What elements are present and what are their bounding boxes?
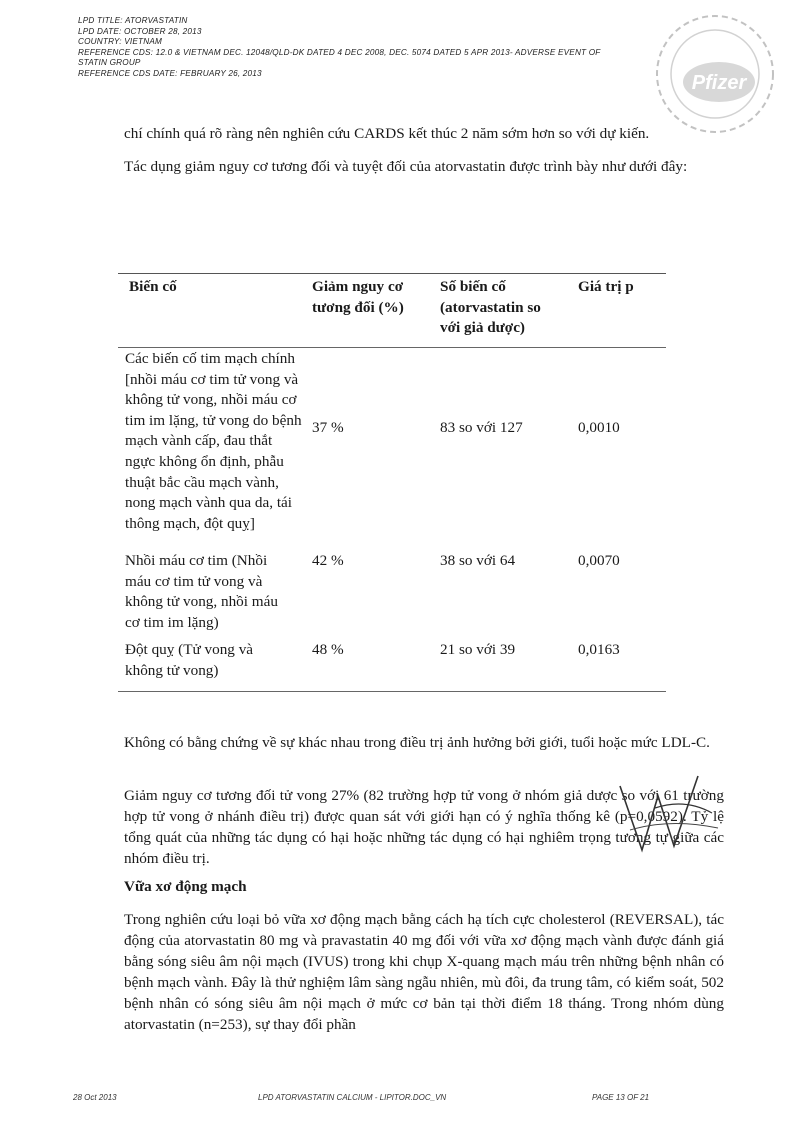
table-cell-rrr: 48 % xyxy=(312,641,344,658)
section-heading-atherosclerosis: Vữa xơ động mạch xyxy=(124,878,247,895)
table-cell-events-count: 21 so với 39 xyxy=(440,641,516,658)
table-cell-rrr: 37 % xyxy=(312,419,344,436)
table-cell-event: Nhồi máu cơ tim (Nhồi máu cơ tim tử vong và không tử vong, nhồi máu cơ tim im lặng) xyxy=(125,552,278,631)
table-header-event: Biến cố xyxy=(129,278,177,295)
paragraph-no-difference: Không có bằng chứng về sự khác nhau trong điều trị ảnh hưởng bởi giới, tuổi hoặc mức LDL-C. xyxy=(124,734,710,751)
table-bottom-rule xyxy=(118,691,666,692)
paragraph-cards-ending: chí chính quá rõ ràng nên nghiên cứu CARDS kết thúc 2 năm sớm hơn so với dự kiến. xyxy=(124,125,650,142)
header-line: LPD TITLE: ATORVASTATIN xyxy=(78,16,188,25)
paragraph-reversal: Trong nghiên cứu loại bỏ vữa xơ động mạch bằng cách hạ tích cực cholesterol (REVERSAL), tác động của atorvastatin 80 mg và pravastatin 40 mg đối với vữa xơ động mạch vành được đánh giá bằng sóng siêu âm nội mạch (IVUS) trong khi chụp X-quang mạch máu trên những bệnh nhân có bệnh mạch vành. Đây là thử nghiệm lâm sàng ngẫu nhiên, mù đôi, đa trung tâm, có kiểm soát, 502 bệnh nhân có sóng siêu âm nội mạch ở mức cơ bản tại thời điểm 18 tháng. Trong nhóm dùng atorvastatin (n=253), sự thay đổi phần xyxy=(124,911,724,1033)
handwritten-initials xyxy=(600,768,730,858)
table-cell-event: Các biến cố tim mạch chính [nhồi máu cơ tim tử vong và không tử vong, nhồi máu cơ tim im lặng, tử vong do bệnh mạch vành cấp, đau thắt ngực không ổn định, phẫu thuật bắc cầu mạch vành, nong mạch vành qua da, tái thông mạch, đột quỵ] xyxy=(125,350,302,532)
table-header-events-count: Số biến cố (atorvastatin so với giả dược) xyxy=(440,278,541,336)
footer-page-number: PAGE 13 OF 21 xyxy=(592,1093,650,1102)
table-cell-pvalue: 0,0010 xyxy=(578,419,620,436)
table-cell-rrr: 42 % xyxy=(312,552,344,569)
table-cell-events-count: 38 so với 64 xyxy=(440,552,516,569)
table-cell-events-count: 83 so với 127 xyxy=(440,419,523,436)
header-line: COUNTRY: VIETNAM xyxy=(78,37,163,47)
paragraph-mortality: Giảm nguy cơ tương đối tử vong 27% (82 trường hợp tử vong ở nhóm giả dược so với 61 trường hợp tử vong ở nhánh điều trị) được quan sát với giới hạn có ý nghĩa thống kê (p=0,0592). Tỷ lệ tổng quát của những tác dụng có hại hoặc những tác dụng có hại nghiêm trọng tương tự giữa các nhóm điều trị. xyxy=(124,787,724,867)
table-header-pvalue: Giá trị p xyxy=(578,278,634,295)
header-line: REFERENCE CDS DATE: FEBRUARY 26, 2013 xyxy=(78,68,262,78)
header-line: STATIN GROUP xyxy=(78,58,141,68)
paragraph-intro: Tác dụng giảm nguy cơ tương đối và tuyệt đối của atorvastatin được trình bày như dưới đây: xyxy=(124,158,688,175)
stamp-logo-text: Pfizer xyxy=(691,72,747,94)
table-top-rule xyxy=(118,273,666,274)
footer-date: 28 Oct 2013 xyxy=(73,1093,117,1102)
table-header-rrr: Giảm nguy cơ tương đối (%) xyxy=(312,278,404,316)
header-line: REFERENCE CDS: 12.0 & VIETNAM DEC. 12048/QLD-DK DATED 4 DEC 2008, DEC. 5074 DATED 5 APR 2013- ADVERSE EVENT OF xyxy=(78,47,601,57)
table-cell-event: Đột quỵ (Tử vong và không tử vong) xyxy=(125,641,254,679)
table-cell-pvalue: 0,0163 xyxy=(578,641,620,658)
header-line: LPD DATE: OCTOBER 28, 2013 xyxy=(78,26,202,36)
table-header-rule xyxy=(118,347,666,348)
table-cell-pvalue: 0,0070 xyxy=(578,552,620,569)
footer-document-name: LPD ATORVASTATIN CALCIUM - LIPITOR.DOC_VN xyxy=(258,1093,447,1102)
